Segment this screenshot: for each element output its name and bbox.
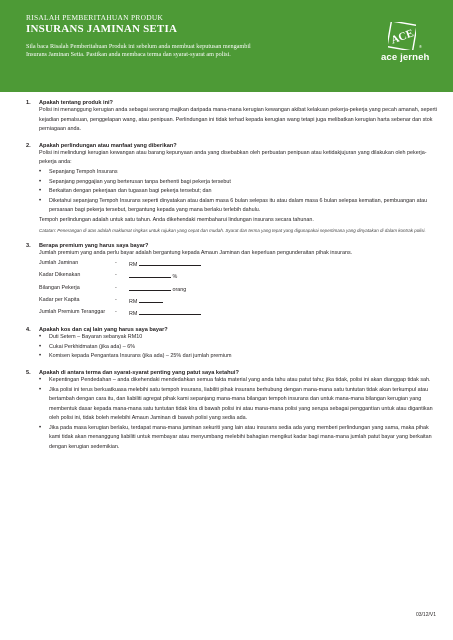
ace-logo-mark bbox=[388, 22, 416, 50]
list-item bbox=[39, 197, 438, 216]
premium-table bbox=[39, 258, 438, 319]
section-2-intro: Polisi ini melindungi kerugian kewangan atau barang kepunyaan anda yang disebabkan oleh perbuatan penipuan atau ketidakjujuran yang dilakukan oleh pekerja-pekerja anda: bbox=[39, 149, 427, 166]
row-label: Kadar Dikenakan bbox=[39, 272, 81, 279]
document-version-code: 03/12/V1 bbox=[415, 612, 436, 618]
registered-mark: ® bbox=[419, 44, 422, 49]
header-description-line-1: Sila baca Risalah Pemberitahuan Produk ini sebelum anda membuat keputusan mengambil bbox=[26, 43, 251, 50]
list-item-text: Duti Setem – Bayaran sebanyak RM10 bbox=[49, 334, 143, 341]
bullet-icon: • bbox=[39, 376, 42, 383]
row-value bbox=[129, 307, 201, 319]
list-item-text: Jika pada masa kerugian berlaku, terdapat mana-mana jaminan sekuriti yang lain atau insurans sedia ada yang memberi perlindungan yang sama, maka pihak kami tidak akan menanggung liabiliti untuk membayar atau menyumbang melebihi bahagian mengikut kadar bagi mana-mana jumlah patut bayar yang berkaitan dengan kerugian sedemikian. bbox=[49, 424, 432, 451]
header-description bbox=[26, 43, 336, 60]
row-label: Jumlah Jaminan bbox=[39, 260, 79, 267]
blank-line bbox=[139, 258, 201, 266]
row-dash: - bbox=[115, 308, 117, 315]
list-item bbox=[39, 343, 438, 353]
table-row bbox=[39, 295, 438, 307]
row-label: Kadar per Kapita bbox=[39, 296, 80, 303]
section-number: 2. bbox=[26, 142, 31, 149]
section-1-paragraph: Polisi ini menanggung kerugian anda sebagai seorang majikan daripada mana-mana kerugian kewangan akibat kelakuan pekerja-pekerja yang pecah amanah, seperti kejadian pemalsuan, penggelapan wang, atau penipuan. Perlindungan ini tidak terhad kepada kerugian wang tetapi juga melibatkan kerugian harta sebenar dan stok perniagaan anda. bbox=[39, 107, 437, 133]
row-dash: - bbox=[115, 284, 117, 291]
section-question: Apakah perlindungan atau manfaat yang diberikan? bbox=[39, 142, 177, 149]
list-item-text: Jika polisi ini terus berkuatkuasa melebihi satu tempoh insurans, liabiliti pihak insurans berhubung dengan mana-mana satu tuntutan tidak akan terkumpul atau bertambah dengan cara itu, dan liabiliti agregat pihak kami sepanjang mana-mana bilangan tempoh insurans dan untuk mana-mana bilangan kerugian yang membentuk dasar kepada mana-mana satu tuntutan tidak kira di bawah polisi ini atau mana-mana polisi yang serupa sebagai penggantian untuk atau digantikan oleh polisi ini, tidak boleh melebihi Amaun Jaminan di bawah polisi yang sedia ada. bbox=[49, 386, 433, 422]
row-dash: - bbox=[115, 260, 117, 267]
list-item-text: Sepanjang penggajian yang berterusan tanpa berhenti bagi pekerja tersebut bbox=[49, 178, 231, 185]
list-item-text: Cukai Perkhidmatan (jika ada) – 6% bbox=[49, 343, 135, 350]
list-item-text: Sepanjang Tempoh Insurans bbox=[49, 168, 118, 175]
section-number: 4. bbox=[26, 327, 31, 334]
section-number: 5. bbox=[26, 369, 31, 376]
row-value bbox=[129, 258, 201, 270]
row-value bbox=[129, 295, 163, 307]
blank-line bbox=[129, 283, 171, 291]
bullet-icon: • bbox=[39, 353, 42, 360]
bullet-icon: • bbox=[39, 334, 42, 341]
row-label: Bilangan Pekerja bbox=[39, 284, 80, 291]
bullet-icon: • bbox=[39, 386, 42, 393]
section-5-list bbox=[39, 376, 438, 453]
blank-line bbox=[139, 295, 163, 303]
table-row bbox=[39, 307, 438, 319]
section-2-outro: Tempoh perlindungan adalah untuk satu tahun. Anda dikehendaki membaharui lindungan insurans secara tahunan. bbox=[39, 216, 314, 223]
document-body bbox=[26, 100, 438, 453]
document-type: RISALAH PEMBERITAHUAN PRODUK bbox=[26, 13, 164, 22]
value-prefix: RM bbox=[129, 298, 138, 305]
list-item bbox=[39, 333, 438, 343]
list-item-text: Komisen kepada Pengantara Insurans (jika ada) – 25% dari jumlah premium bbox=[49, 353, 232, 360]
ace-logo-icon bbox=[388, 22, 416, 50]
section-question: Apakah kos dan caj lain yang harus saya bayar? bbox=[39, 327, 168, 334]
list-item bbox=[39, 187, 438, 197]
blank-line bbox=[139, 307, 201, 315]
table-row bbox=[39, 270, 438, 282]
list-item bbox=[39, 376, 438, 386]
section-4-list bbox=[39, 333, 438, 362]
header-band bbox=[0, 0, 453, 92]
row-dash: - bbox=[115, 272, 117, 279]
section-question: Apakah di antara terma dan syarat-syarat penting yang patut saya ketahui? bbox=[39, 369, 239, 376]
section-question: Berapa premium yang harus saya bayar? bbox=[39, 242, 149, 249]
bullet-icon: • bbox=[39, 178, 42, 185]
row-dash: - bbox=[115, 296, 117, 303]
section-number: 3. bbox=[26, 242, 31, 249]
brand-name: ace jerneh bbox=[381, 52, 430, 63]
value-prefix: RM bbox=[129, 262, 138, 269]
value-suffix: orang bbox=[172, 286, 187, 293]
table-row bbox=[39, 258, 438, 270]
list-item bbox=[39, 168, 438, 178]
value-prefix: RM bbox=[129, 310, 138, 317]
list-item-text: Berkaitan dengan pekerjaan dan tugasan bagi pekerja tersebut; dan bbox=[49, 188, 212, 195]
section-2-list bbox=[39, 168, 438, 216]
logo-mark-text: ACE bbox=[389, 27, 416, 47]
section-question: Apakah tentang produk ini? bbox=[39, 100, 113, 106]
row-value bbox=[129, 270, 177, 282]
header-description-line-2: Insurans Jaminan Setia. Pastikan anda membaca terma dan syarat-syarat am polisi. bbox=[26, 51, 231, 59]
list-item bbox=[39, 386, 438, 424]
list-item-text: Diketahui sepanjang Tempoh Insurans seperti dinyatakan atau dalam masa 6 bulan selepas itu atau dalam masa 6 bulan selepas kematian, pembuangan atau persaraan bagi pekerja tersebut, bergantung kepada yang mana berlaku terlebih dahulu. bbox=[49, 197, 428, 214]
list-item bbox=[39, 424, 438, 453]
bullet-icon: • bbox=[39, 424, 42, 431]
table-row bbox=[39, 283, 438, 295]
bullet-icon: • bbox=[39, 197, 42, 204]
row-value bbox=[129, 283, 186, 295]
row-label: Jumlah Premium Teranggar bbox=[39, 308, 106, 315]
product-title: INSURANS JAMINAN SETIA bbox=[26, 23, 178, 35]
list-item bbox=[39, 352, 438, 362]
bullet-icon: • bbox=[39, 343, 42, 350]
list-item bbox=[39, 178, 438, 188]
value-suffix: % bbox=[172, 274, 178, 281]
bullet-icon: • bbox=[39, 168, 42, 175]
section-2-note: Catatan: Penerangan di atas adalah maklumat ringkas untuk rujukan yang cepat dan mudah. Syarat dan terma yang tepat yang digunapakai sepertimana yang dinyatakan di dalam kontrak polisi. bbox=[39, 227, 426, 233]
blank-line bbox=[129, 270, 171, 278]
section-number: 1. bbox=[26, 100, 31, 106]
list-item-text: Kepentingan Pendedahan – anda dikehendaki mendedahkan semua fakta material yang anda tahu atau patut tahu; jika tidak, polisi ini akan dianggap tidak sah. bbox=[49, 376, 431, 383]
section-3-intro: Jumlah premium yang anda perlu bayar adalah bergantung kepada Amaun Jaminan dan keperluan pengunderaitan pihak insurans. bbox=[39, 249, 353, 256]
bullet-icon: • bbox=[39, 188, 42, 195]
